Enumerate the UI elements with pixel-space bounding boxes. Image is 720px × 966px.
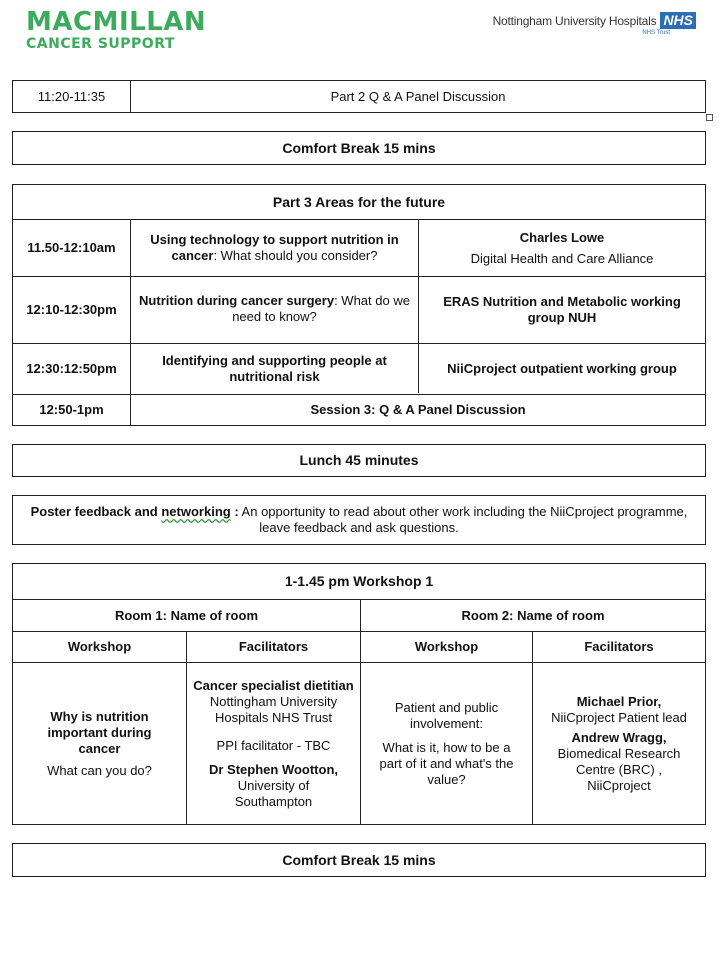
part3-heading: Part 3 Areas for the future xyxy=(272,193,446,210)
facilitator2-name: Dr Stephen Wootton, xyxy=(208,761,339,777)
part2-title: Part 2 Q & A Panel Discussion xyxy=(330,88,506,104)
facilitator4-name: Andrew Wragg, xyxy=(571,729,667,745)
workshop2-cell xyxy=(361,663,532,824)
workshop1-title: Why is nutrition important during cancer xyxy=(47,708,152,756)
macmillan-logo-line1: MACMILLAN xyxy=(26,7,207,37)
poster-networking-word: networking xyxy=(161,504,231,519)
workshop1-subtitle: What can you do? xyxy=(47,762,152,778)
part3-row2-time: 12:10-12:30pm xyxy=(26,302,117,317)
room2-col-workshop: Workshop xyxy=(414,639,479,654)
part3-row2-talk xyxy=(131,277,418,343)
workshop-table xyxy=(12,563,706,825)
comfort-break-1: Comfort Break 15 mins xyxy=(12,131,706,165)
facilitators2-cell xyxy=(533,663,705,824)
poster-feedback-box xyxy=(12,495,706,545)
part3-row1-talk xyxy=(131,220,418,276)
comfort-break-2: Comfort Break 15 mins xyxy=(12,843,706,877)
facilitators1-cell xyxy=(187,663,360,824)
poster-feedback-text: An opportunity to read about other work including the NiiCproject programme, leave feedback and ask questions. xyxy=(238,504,688,535)
workshop1-cell xyxy=(13,663,186,824)
poster-feedback-colon: : xyxy=(230,504,239,519)
facilitator3-role: NiiCproject Patient lead xyxy=(551,709,687,725)
nuh-name: Nottingham University Hospitals xyxy=(492,13,657,28)
part2-row xyxy=(12,80,706,113)
lunch-row: Lunch 45 minutes xyxy=(12,444,706,477)
part2-time: 11:20-11:35 xyxy=(37,88,106,104)
facilitator2-org: University of Southampton xyxy=(234,777,313,809)
facilitator1-block xyxy=(191,678,356,726)
room2-col-facilitators: Facilitators xyxy=(584,639,654,654)
macmillan-logo xyxy=(26,8,206,58)
facilitator3-name: Michael Prior, xyxy=(576,693,662,709)
workshop2-title: Patient and public involvement: xyxy=(394,699,499,731)
part3-row3-talk: Identifying and supporting people at nutritional risk xyxy=(162,353,387,384)
facilitator1-org: Nottingham University Hospitals NHS Trust xyxy=(209,693,338,725)
part3-row3-speaker: NiiCproject outpatient working group xyxy=(447,361,677,376)
facilitator1-role: Cancer specialist dietitian xyxy=(193,677,354,693)
room1-col-facilitators: Facilitators xyxy=(238,639,309,654)
macmillan-logo-line2: CANCER SUPPORT xyxy=(26,36,175,52)
part3-row1-talk-sub: : What should you consider? xyxy=(213,248,378,263)
nhs-badge: NHS xyxy=(660,12,696,29)
session3-time: 12:50-1pm xyxy=(39,402,104,417)
part3-row2-talk-sub: : What do we need to know? xyxy=(232,293,410,324)
workshop2-subtitle: What is it, how to be a part of it and what's the value? xyxy=(379,739,514,787)
workshop-heading: 1-1.45 pm Workshop 1 xyxy=(284,573,434,589)
part3-row1-speaker-org: Digital Health and Care Alliance xyxy=(470,250,654,266)
poster-feedback-title: Poster feedback and xyxy=(30,504,162,519)
part3-row3-time: 12:30:12:50pm xyxy=(26,361,117,376)
part3-table xyxy=(12,184,706,426)
nuh-logo xyxy=(474,12,696,46)
room1-col-workshop: Workshop xyxy=(67,639,132,654)
facilitator-ppi: PPI facilitator - TBC xyxy=(216,737,331,753)
part3-row1-speaker-name: Charles Lowe xyxy=(519,229,605,245)
part3-row2-speaker: ERAS Nutrition and Metabolic working group NUH xyxy=(443,294,681,325)
part3-row1-talk-title: Using technology to support nutrition in cancer xyxy=(150,232,399,263)
part3-row1-time: 11.50-12:10am xyxy=(27,240,116,255)
facilitator4-role: Biomedical Research Centre (BRC) , NiiCproject xyxy=(557,745,681,793)
part3-row1-speaker xyxy=(419,220,705,276)
room2-label: Room 2: Name of room xyxy=(461,607,605,623)
nhs-trust-label: NHS Trust xyxy=(642,30,670,36)
resize-handle-icon xyxy=(706,114,713,121)
room1-label: Room 1: Name of room xyxy=(114,607,258,623)
part3-row2-talk-title: Nutrition during cancer surgery xyxy=(139,293,335,308)
session3-title: Session 3: Q & A Panel Discussion xyxy=(310,402,526,417)
